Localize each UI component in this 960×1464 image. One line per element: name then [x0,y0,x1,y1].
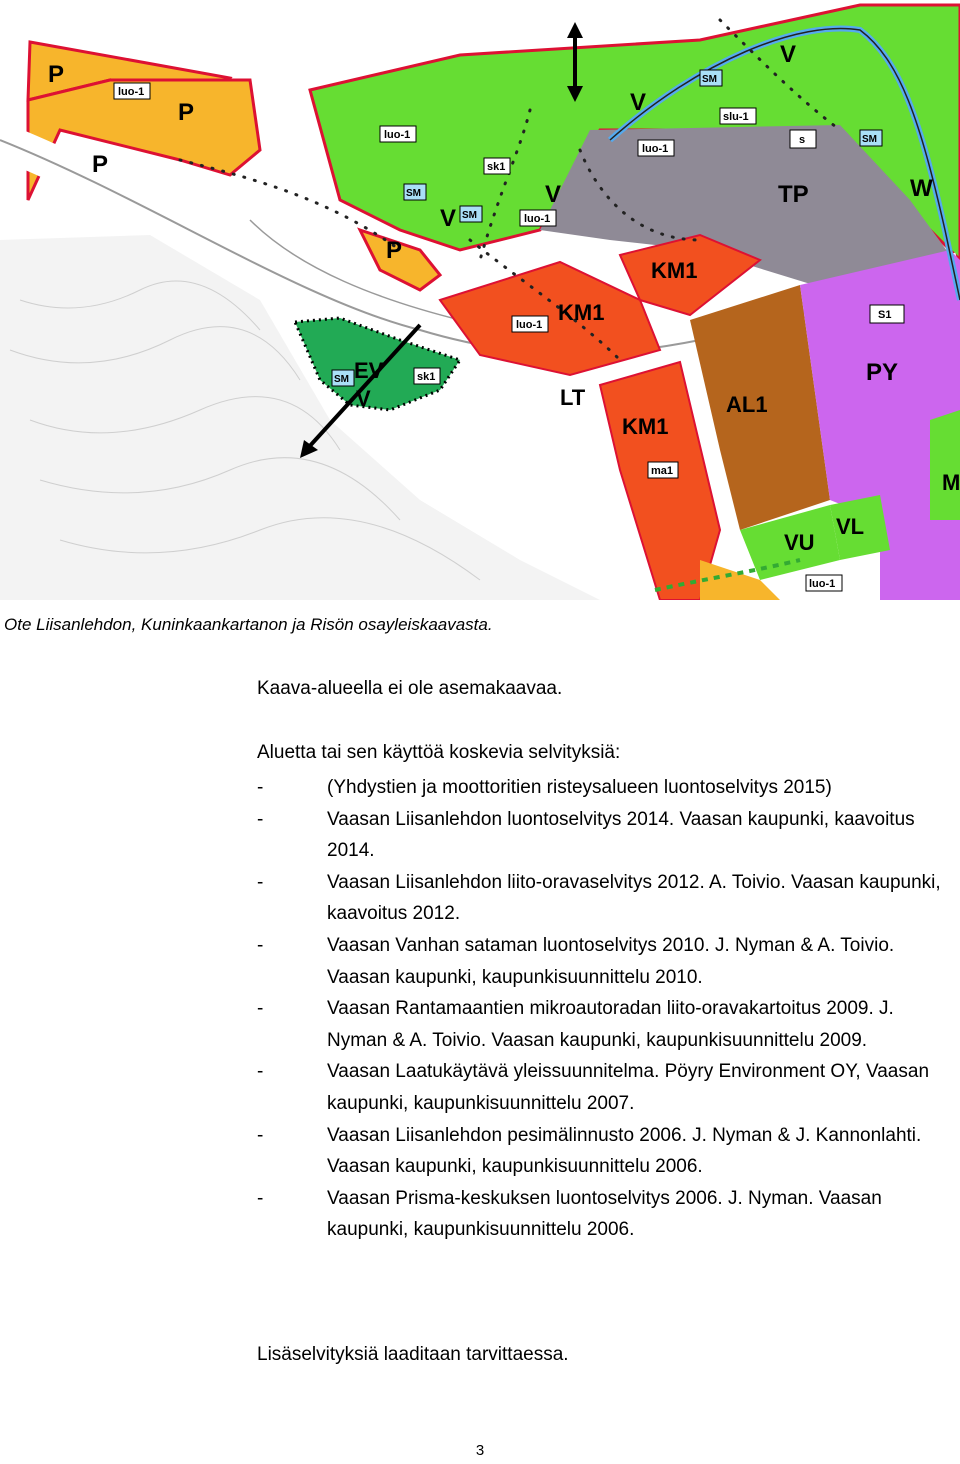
studies-heading: Aluetta tai sen käyttöä koskevia selvityksiä: [257,742,621,763]
label-vl: VL [836,514,865,539]
label-v: V [440,205,457,232]
list-item: - Vaasan Liisanlehdon liito-oravaselvitys 2012. A. Toivio. Vaasan kaupunki, kaavoitus 2012. [257,871,941,925]
page-number: 3 [475,1442,485,1459]
label-p: P [386,237,403,264]
list-item: - Vaasan Vanhan sataman luontoselvitys 2010. J. Nyman & A. Toivio. Vaasan kaupunki, kaupunkisuunnittelu 2010. [257,934,895,988]
label-luo1: luo-1 [642,143,669,155]
label-sm: SM [862,134,877,145]
label-sm: SM [334,374,349,385]
further-studies-note: Lisäselvityksiä laaditaan tarvittaessa. [257,1344,569,1365]
label-v: V [356,386,371,411]
label-p: P [92,151,109,178]
studies-list [257,772,957,1246]
list-item: - Vaasan Laatukäytävä yleissuunnitelma. Pöyry Environment OY, Vaasan kaupunki, kaupunkisuunnittelu 2007. [257,1061,930,1114]
label-luo1: luo-1 [118,86,145,98]
label-lt: LT [560,385,586,410]
list-item: - Vaasan Rantamaantien mikroautoradan liito-oravakartoitus 2009. J. Nyman & A. Toivio. Vaasan kaupunki, kaupunkisuunnittelu 2009. [257,998,894,1051]
label-sk1: sk1 [417,371,436,383]
zoning-map-excerpt [0,0,960,600]
label-km1: KM1 [622,414,669,439]
label-luo1: luo-1 [516,319,543,331]
label-luo1: luo-1 [384,129,411,141]
map-caption: Ote Liisanlehdon, Kuninkaankartanon ja Risön osayleiskaavasta. [4,615,493,634]
label-luo1: luo-1 [524,213,551,225]
label-sm: SM [462,210,477,221]
label-v: V [630,89,647,116]
label-p: P [48,61,65,88]
label-py: PY [866,359,899,386]
label-sm: SM [702,74,717,85]
label-al1: AL1 [726,392,768,417]
label-tp: TP [778,181,809,208]
label-km1: KM1 [558,300,605,325]
label-v: V [780,41,797,68]
no-plan-statement: Kaava-alueella ei ole asemakaavaa. [257,678,563,699]
list-item: - Vaasan Liisanlehdon luontoselvitys 2014. Vaasan kaupunki, kaavoitus 2014. [257,808,915,862]
label-sk1: sk1 [487,161,506,173]
list-item: - Vaasan Liisanlehdon pesimälinnusto 2006. J. Nyman & J. Kannonlahti. Vaasan kaupunki, kaupunkisuunnittelu 2006. [257,1124,922,1178]
label-w: W [910,175,933,202]
zone-m-edge [930,410,960,520]
label-vu: VU [784,530,815,555]
list-item: - Vaasan Prisma-keskuksen luontoselvitys 2006. J. Nyman. Vaasan kaupunki, kaupunkisuunnittelu 2006. [257,1187,882,1241]
label-v: V [545,181,562,208]
label-km1: KM1 [651,258,698,283]
label-ev: EV [354,358,384,383]
label-ma1: ma1 [651,465,674,477]
label-luo1: luo-1 [809,578,836,590]
label-sm: SM [406,188,421,199]
label-s1: S1 [878,309,892,321]
label-s: s [799,134,806,146]
label-slu1: slu-1 [723,111,749,123]
label-p: P [178,99,195,126]
label-m: M [942,470,960,495]
list-item: - (Yhdystien ja moottoritien risteysalueen luontoselvitys 2015) [257,777,832,798]
